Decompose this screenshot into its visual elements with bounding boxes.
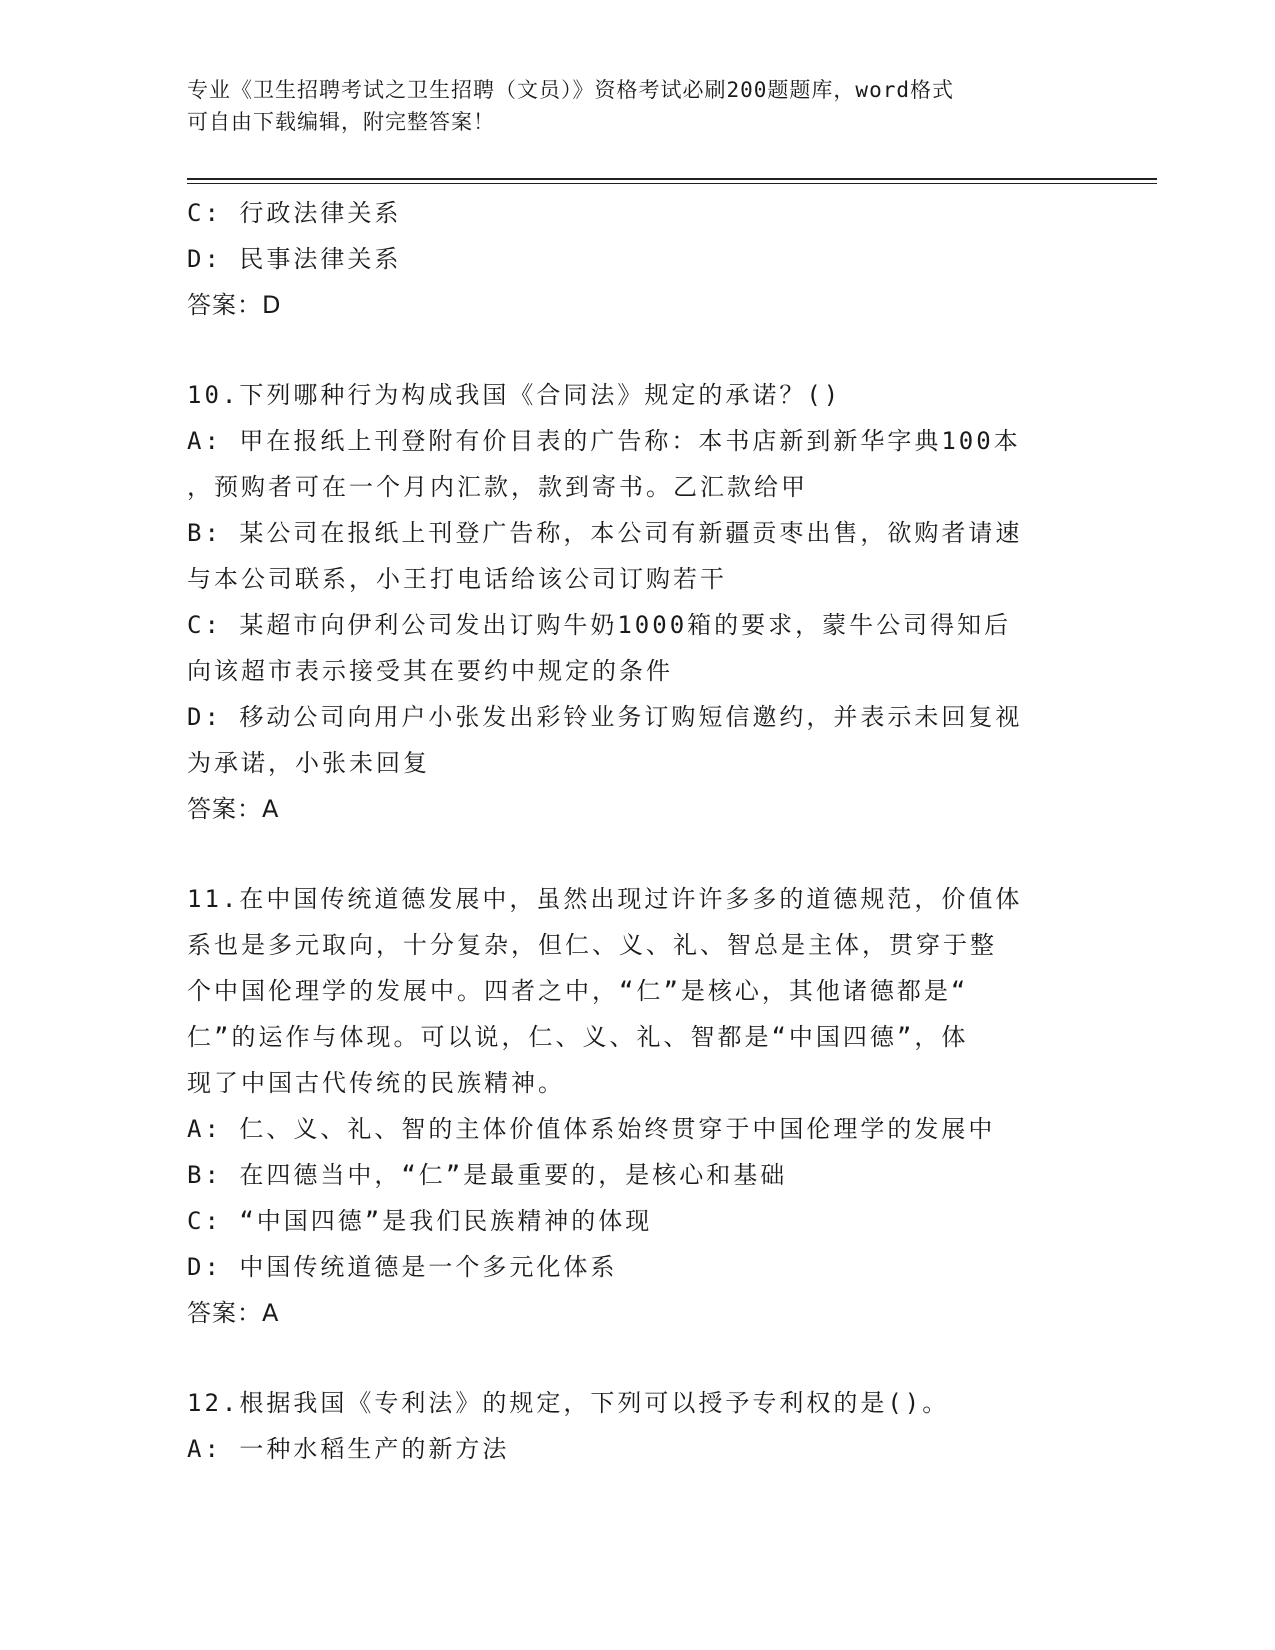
- header-line-1: 专业《卫生招聘考试之卫生招聘（文员）》资格考试必刷200题题库，word格式: [187, 78, 954, 102]
- option-line: C: “中国四德”是我们民族精神的体现: [187, 1207, 653, 1235]
- header-line-2: 可自由下载编辑，附完整答案！: [187, 110, 495, 134]
- spacer: [187, 328, 1087, 372]
- question-stem: 个中国伦理学的发展中。四者之中，“仁”是核心，其他诸德都是“: [187, 977, 969, 1005]
- question-stem: 12.根据我国《专利法》的规定，下列可以授予专利权的是()。: [187, 1389, 950, 1417]
- option-line: D: 移动公司向用户小张发出彩铃业务订购短信邀约，并表示未回复视: [187, 703, 1023, 731]
- question-stem: 现了中国古代传统的民族精神。: [187, 1069, 565, 1097]
- option-line: A: 一种水稻生产的新方法: [187, 1435, 510, 1463]
- question-block-10: [187, 372, 1087, 832]
- option-line: B: 在四德当中，“仁”是最重要的，是核心和基础: [187, 1161, 788, 1189]
- question-block-9-continued: [187, 190, 1087, 328]
- answer-line: 答案：A: [187, 1299, 280, 1327]
- question-block-12: [187, 1380, 1087, 1472]
- option-line: 为承诺，小张未回复: [187, 749, 430, 777]
- question-block-11: [187, 876, 1087, 1336]
- spacer: [187, 1336, 1087, 1380]
- question-stem: 11.在中国传统道德发展中，虽然出现过许许多多的道德规范，价值体: [187, 885, 1023, 913]
- option-line: C: 行政法律关系: [187, 199, 402, 227]
- answer-line: 答案：D: [187, 291, 282, 319]
- question-stem: 10.下列哪种行为构成我国《合同法》规定的承诺？(): [187, 381, 842, 409]
- spacer: [187, 832, 1087, 876]
- question-stem: 仁”的运作与体现。可以说，仁、义、礼、智都是“中国四德”，体: [187, 1023, 969, 1051]
- option-line: D: 民事法律关系: [187, 245, 402, 273]
- option-line: D: 中国传统道德是一个多元化体系: [187, 1253, 618, 1281]
- option-line: B: 某公司在报纸上刊登广告称，本公司有新疆贡枣出售，欲购者请速: [187, 519, 1023, 547]
- option-line: 向该超市表示接受其在要约中规定的条件: [187, 657, 673, 685]
- option-line: C: 某超市向伊利公司发出订购牛奶1000箱的要求，蒙牛公司得知后: [187, 611, 1012, 639]
- option-line: ，预购者可在一个月内汇款，款到寄书。乙汇款给甲: [187, 473, 808, 501]
- header-divider-thick: [187, 178, 1157, 180]
- option-line: A: 甲在报纸上刊登附有价目表的广告称：本书店新到新华字典100本: [187, 427, 1021, 455]
- document-header: [187, 74, 1067, 138]
- option-line: A: 仁、义、礼、智的主体价值体系始终贯穿于中国伦理学的发展中: [187, 1115, 996, 1143]
- option-line: 与本公司联系，小王打电话给该公司订购若干: [187, 565, 727, 593]
- question-stem: 系也是多元取向，十分复杂，但仁、义、礼、智总是主体，贯穿于整: [187, 931, 997, 959]
- question-list: [187, 190, 1087, 1472]
- answer-line: 答案：A: [187, 795, 280, 823]
- header-divider-thin: [187, 183, 1157, 184]
